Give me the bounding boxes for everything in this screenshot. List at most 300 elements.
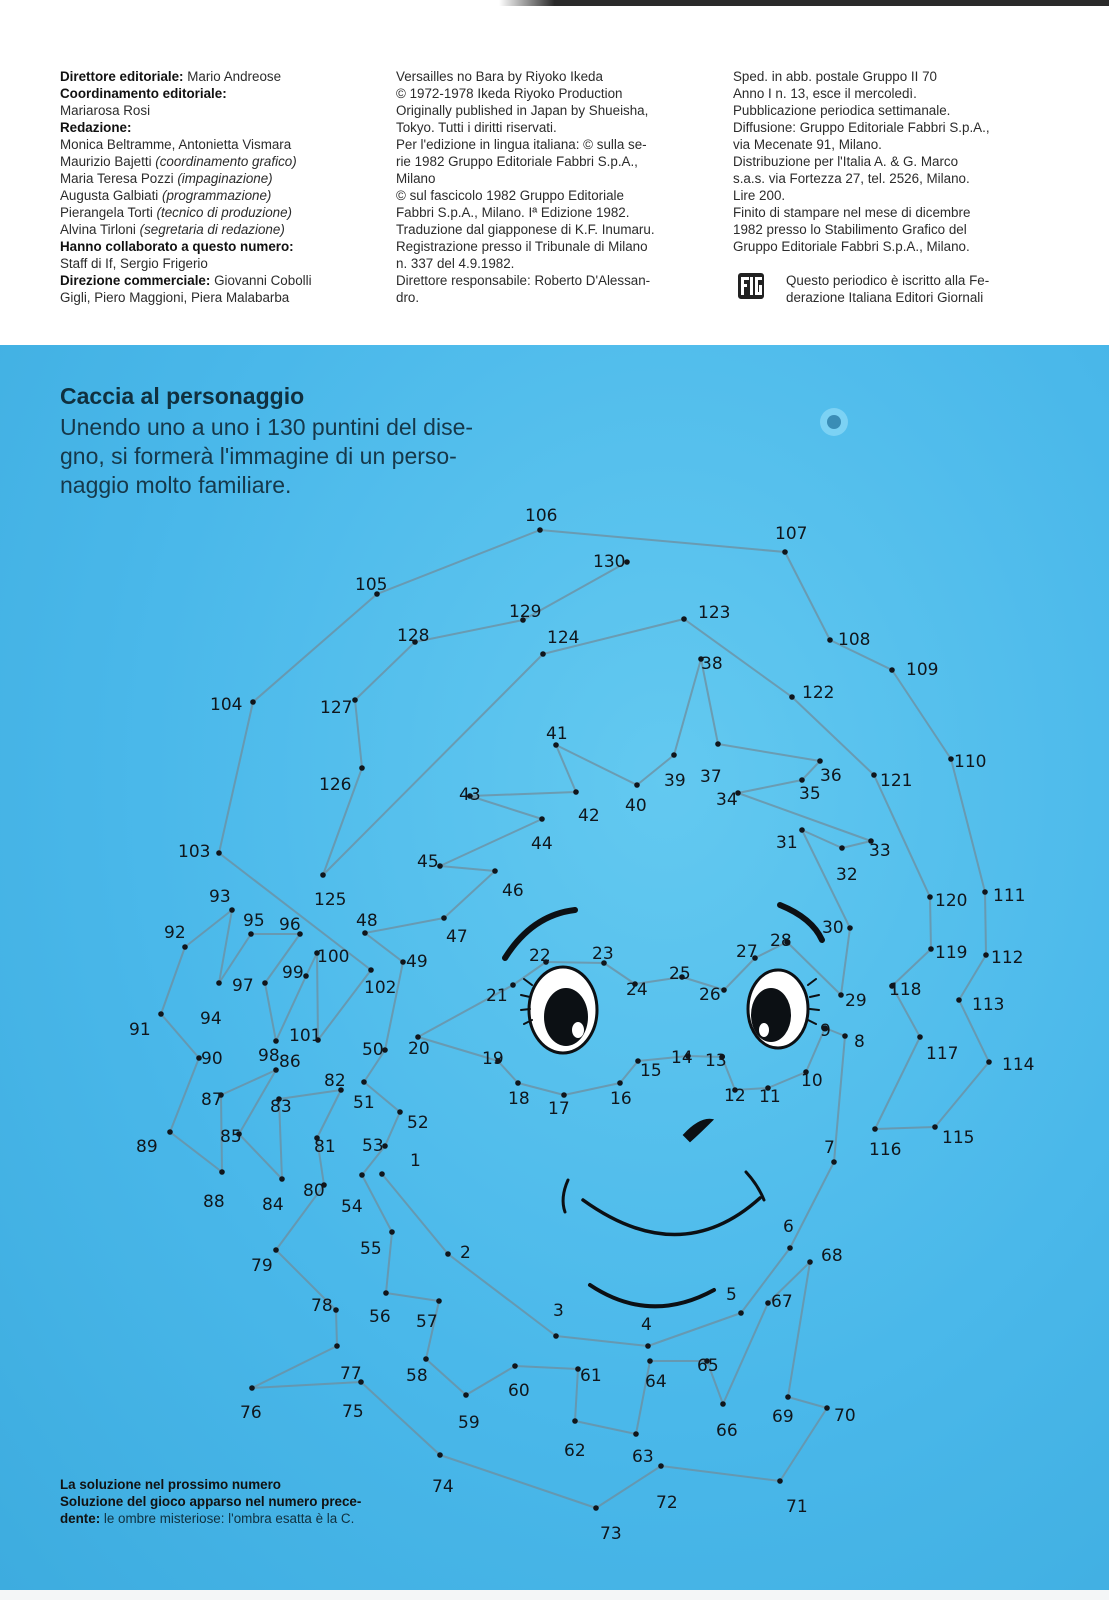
dot-label-71: 71 <box>786 1497 808 1517</box>
pencil-segment <box>170 1132 222 1172</box>
text-run: Alvina Tirloni <box>60 222 140 237</box>
pencil-segment <box>575 1369 578 1421</box>
dot-label-86: 86 <box>279 1052 301 1072</box>
dot-57 <box>436 1298 442 1304</box>
dot-label-80: 80 <box>303 1181 325 1201</box>
dot-55 <box>389 1229 395 1235</box>
pencil-segment <box>252 1346 337 1388</box>
dot-label-113: 113 <box>972 995 1005 1015</box>
dot-99 <box>303 973 309 979</box>
pencil-segment <box>470 796 542 819</box>
pencil-segment <box>470 792 576 796</box>
pencil-segment <box>306 953 317 976</box>
dot-label-105: 105 <box>355 575 388 595</box>
pencil-segment <box>362 1175 392 1232</box>
dot-5 <box>738 1310 744 1316</box>
dot-18 <box>515 1080 521 1086</box>
pencil-segment <box>253 594 377 702</box>
dot-label-21: 21 <box>486 986 508 1006</box>
puzzle-intro-line: gno, si formerà l'immagine di un perso- <box>60 443 457 469</box>
dot-93 <box>229 907 235 913</box>
dot-label-118: 118 <box>889 980 922 1000</box>
dot-label-70: 70 <box>834 1406 856 1426</box>
dot-label-93: 93 <box>209 887 231 907</box>
dot-label-26: 26 <box>699 985 721 1005</box>
text-line <box>60 1510 361 1527</box>
pencil-segment <box>426 1359 466 1395</box>
dot-label-89: 89 <box>136 1137 158 1157</box>
pencil-segment <box>515 1366 578 1369</box>
dot-label-16: 16 <box>610 1089 632 1109</box>
text-run: Augusta Galbiati <box>60 188 162 203</box>
dot-label-34: 34 <box>716 790 738 810</box>
text-run: le ombre misteriose: l'ombra esatta è la C. <box>100 1511 355 1526</box>
dot-label-48: 48 <box>356 911 378 931</box>
dot-102 <box>368 967 374 973</box>
text-run: Mariarosa Rosi <box>60 103 151 118</box>
dot-2 <box>445 1251 451 1257</box>
dot-48 <box>362 930 368 936</box>
dot-label-51: 51 <box>353 1093 375 1113</box>
pencil-segment <box>874 775 930 897</box>
dot-label-46: 46 <box>502 881 524 901</box>
dot-label-42: 42 <box>578 806 600 826</box>
dot-label-62: 62 <box>564 1441 586 1461</box>
dot-label-94: 94 <box>200 1009 222 1029</box>
dot-30 <box>847 925 853 931</box>
dot-107 <box>782 549 788 555</box>
dot-119 <box>928 946 934 952</box>
dot-label-50: 50 <box>362 1040 384 1060</box>
dot-label-95: 95 <box>243 911 265 931</box>
dot-label-14: 14 <box>671 1048 693 1068</box>
dot-label-101: 101 <box>289 1026 322 1046</box>
dot-60 <box>512 1363 518 1369</box>
dot-label-45: 45 <box>417 852 439 872</box>
dot-label-90: 90 <box>201 1049 223 1069</box>
pencil-segment <box>930 897 931 949</box>
dot-95 <box>248 931 254 937</box>
dot-label-100: 100 <box>317 947 350 967</box>
dot-label-20: 20 <box>408 1039 430 1059</box>
dot-label-122: 122 <box>802 683 835 703</box>
dot-label-25: 25 <box>669 964 691 984</box>
dot-label-99: 99 <box>282 963 304 983</box>
pencil-segment <box>802 761 820 780</box>
dot-label-41: 41 <box>546 724 568 744</box>
pencil-segment <box>792 697 874 775</box>
dot-label-112: 112 <box>991 948 1024 968</box>
text-run: s.a.s. via Fortezza 27, tel. 2526, Milano. <box>733 171 970 186</box>
dot-69 <box>785 1394 791 1400</box>
dot-16 <box>617 1080 623 1086</box>
text-run: (impaginazione) <box>177 171 273 186</box>
dot-3 <box>553 1333 559 1339</box>
dot-label-40: 40 <box>625 796 647 816</box>
dot-120 <box>927 894 933 900</box>
text-run: Maria Teresa Pozzi <box>60 171 178 186</box>
dot-label-124: 124 <box>547 628 580 648</box>
text-run: Distribuzione per l'Italia A. & G. Marco <box>733 154 959 169</box>
dot-label-43: 43 <box>459 785 481 805</box>
dot-78 <box>333 1307 339 1313</box>
dot-label-57: 57 <box>416 1312 438 1332</box>
text-run: Milano <box>396 171 436 186</box>
text-run: Mario Andreose <box>187 69 282 84</box>
text-run: Originally published in Japan by Shueisha, <box>396 103 649 118</box>
pencil-segment <box>841 928 850 995</box>
dot-73 <box>593 1505 599 1511</box>
pencil-segment <box>265 983 276 1041</box>
dot-124 <box>540 651 546 657</box>
dot-label-74: 74 <box>432 1477 454 1497</box>
dot-67 <box>765 1300 771 1306</box>
dot-label-104: 104 <box>210 695 243 715</box>
text-run: Finito di stampare nel mese di dicembre <box>733 205 971 220</box>
pencil-segment <box>365 933 403 962</box>
dot-127 <box>352 697 358 703</box>
text-run: Coordinamento editoriale: <box>60 86 227 101</box>
dot-label-109: 109 <box>906 660 939 680</box>
pencil-segment <box>556 1336 648 1346</box>
text-run: Tokyo. Tutti i diritti riservati. <box>396 120 557 135</box>
dot-label-58: 58 <box>406 1366 428 1386</box>
pencil-segment <box>239 1134 282 1179</box>
pencil-segment <box>556 745 576 792</box>
text-run: © 1972-1978 Ikeda Riyoko Production <box>396 86 623 101</box>
dot-label-79: 79 <box>251 1256 273 1276</box>
dot-label-116: 116 <box>869 1140 902 1160</box>
dot-label-110: 110 <box>954 752 987 772</box>
text-line <box>60 1493 361 1510</box>
text-run: n. 337 del 4.9.1982. <box>396 256 515 271</box>
dot-103 <box>216 850 222 856</box>
dot-label-69: 69 <box>772 1407 794 1427</box>
pencil-segment <box>674 659 701 755</box>
dot-label-10: 10 <box>801 1071 823 1091</box>
text-run: Sped. in abb. postale Gruppo II 70 <box>733 69 937 84</box>
dot-label-76: 76 <box>240 1403 262 1423</box>
dot-label-72: 72 <box>656 1493 678 1513</box>
dot-label-66: 66 <box>716 1421 738 1441</box>
pencil-segment <box>170 1058 199 1132</box>
dot-label-115: 115 <box>942 1128 975 1148</box>
left-eye <box>521 967 597 1053</box>
dot-label-11: 11 <box>759 1087 781 1107</box>
text-run: Giovanni Cobolli <box>214 273 312 288</box>
dot-label-8: 8 <box>854 1032 865 1052</box>
dot-66 <box>720 1401 726 1407</box>
dot-68 <box>807 1259 813 1265</box>
dot-label-38: 38 <box>701 654 723 674</box>
dot-39 <box>671 752 677 758</box>
dot-label-60: 60 <box>508 1381 530 1401</box>
dot-label-85: 85 <box>220 1127 242 1147</box>
dot-62 <box>572 1418 578 1424</box>
dot-26 <box>721 987 727 993</box>
nose <box>684 1120 712 1141</box>
dot-label-53: 53 <box>362 1136 384 1156</box>
text-run: Gigli, Piero Maggioni, Piera Malabarba <box>60 290 290 305</box>
dot-76 <box>249 1385 255 1391</box>
dot-92 <box>182 944 188 950</box>
dot-label-29: 29 <box>845 991 867 1011</box>
fieg-note-line: derazione Italiana Editori Giornali <box>786 290 984 305</box>
dot-64 <box>647 1358 653 1364</box>
dot-52 <box>397 1109 403 1115</box>
text-run: Staff di If, Sergio Frigerio <box>60 256 208 271</box>
text-run: (programmazione) <box>161 188 272 203</box>
dot-1 <box>379 1171 385 1177</box>
pencil-segment <box>355 642 415 700</box>
dot-label-24: 24 <box>626 980 648 1000</box>
puzzle-intro-line: naggio molto familiare. <box>60 472 292 498</box>
dot-label-15: 15 <box>640 1061 662 1081</box>
dot-84 <box>279 1176 285 1182</box>
text-run: Traduzione dal giapponese di K.F. Inumaru. <box>396 222 655 237</box>
text-run: Monica Beltramme, Antonietta Vismara <box>60 137 292 152</box>
dot-label-119: 119 <box>935 943 968 963</box>
dot-label-103: 103 <box>178 842 211 862</box>
dot-label-22: 22 <box>529 946 551 966</box>
pencil-segment <box>161 947 185 1014</box>
mouth-lower <box>590 1285 714 1306</box>
dot-label-108: 108 <box>838 630 871 650</box>
dot-label-36: 36 <box>820 766 842 786</box>
dot-44 <box>539 816 545 822</box>
dot-94 <box>216 980 222 986</box>
dot-56 <box>383 1290 389 1296</box>
dot-label-4: 4 <box>641 1315 652 1335</box>
dot-label-123: 123 <box>698 603 731 623</box>
pencil-segment <box>385 1112 400 1146</box>
dot-72 <box>658 1463 664 1469</box>
dot-7 <box>831 1159 837 1165</box>
dot-126 <box>359 765 365 771</box>
text-run: Anno I n. 13, esce il mercoledì. <box>733 86 917 101</box>
pencil-segment <box>985 892 986 955</box>
pencil-segment <box>723 1303 768 1404</box>
dot-112 <box>983 952 989 958</box>
dot-98 <box>273 1038 279 1044</box>
pencil-segment <box>386 1293 439 1301</box>
dot-label-92: 92 <box>164 923 186 943</box>
dot-label-3: 3 <box>553 1301 564 1321</box>
dot-47 <box>441 915 447 921</box>
dot-label-84: 84 <box>262 1195 284 1215</box>
text-run: rie 1982 Gruppo Editoriale Fabbri S.p.A., <box>396 154 638 169</box>
dot-106 <box>537 527 543 533</box>
dot-71 <box>777 1478 783 1484</box>
dot-label-56: 56 <box>369 1307 391 1327</box>
dot-label-117: 117 <box>926 1044 959 1064</box>
pencil-segment <box>386 1232 392 1293</box>
dot-114 <box>986 1059 992 1065</box>
pencil-segment <box>219 702 253 853</box>
text-line <box>60 1476 361 1493</box>
dot-35 <box>799 777 805 783</box>
dot-49 <box>400 959 406 965</box>
dot-58 <box>423 1356 429 1362</box>
pencil-segment <box>556 745 637 785</box>
dot-label-96: 96 <box>279 915 301 935</box>
pencil-segment <box>440 866 495 871</box>
pencil-segment <box>448 1254 556 1336</box>
text-run: (segretaria di redazione) <box>139 222 285 237</box>
dot-label-68: 68 <box>821 1246 843 1266</box>
text-run: Fabbri S.p.A., Milano. Iª Edizione 1982. <box>396 205 630 220</box>
dot-36 <box>817 758 823 764</box>
pencil-segment <box>875 1127 935 1129</box>
dot-label-106: 106 <box>525 506 558 526</box>
dot-label-97: 97 <box>232 976 254 996</box>
dot-label-30: 30 <box>822 918 844 938</box>
dot-label-12: 12 <box>724 1086 746 1106</box>
pencil-segment <box>875 1037 920 1129</box>
dot-label-120: 120 <box>935 891 968 911</box>
dot-label-28: 28 <box>770 931 792 951</box>
dot-label-27: 27 <box>736 942 758 962</box>
text-run: Direttore editoriale: <box>60 69 188 84</box>
dot-37 <box>715 741 721 747</box>
dot-123 <box>681 616 687 622</box>
dot-label-61: 61 <box>580 1366 602 1386</box>
dot-40 <box>634 782 640 788</box>
dot-32 <box>839 845 845 851</box>
dot-79 <box>273 1247 279 1253</box>
pencil-segment <box>738 780 802 793</box>
pencil-segment <box>834 1036 845 1162</box>
dot-label-2: 2 <box>460 1243 471 1263</box>
dot-label-77: 77 <box>340 1364 362 1384</box>
pencil-segment <box>355 700 362 768</box>
dot-46 <box>492 868 498 874</box>
dot-104 <box>250 699 256 705</box>
dot-86 <box>273 1067 279 1073</box>
pencil-segment <box>718 744 820 761</box>
fieg-note-line: Questo periodico è iscritto alla Fe- <box>786 273 990 288</box>
pencil-segment <box>540 530 785 552</box>
dot-label-64: 64 <box>645 1372 667 1392</box>
dot-label-19: 19 <box>482 1049 504 1069</box>
pencil-segment <box>620 1061 638 1083</box>
pencil-segment <box>415 620 523 642</box>
dot-label-65: 65 <box>697 1356 719 1376</box>
dot-label-111: 111 <box>993 886 1026 906</box>
right-eye <box>748 970 819 1048</box>
dot-label-75: 75 <box>342 1402 364 1422</box>
dot-label-129: 129 <box>509 602 542 622</box>
dot-8 <box>842 1033 848 1039</box>
dot-label-31: 31 <box>776 833 798 853</box>
dot-label-126: 126 <box>319 775 352 795</box>
text-run: dente: <box>60 1511 101 1526</box>
pencil-segment <box>788 1397 827 1408</box>
dot-label-91: 91 <box>129 1020 151 1040</box>
text-run: Diffusione: Gruppo Editoriale Fabbri S.p.A., <box>733 120 990 135</box>
dot-117 <box>917 1034 923 1040</box>
pencil-segment <box>317 1090 341 1138</box>
dot-110 <box>948 756 954 762</box>
text-run: Pubblicazione periodica settimanale. <box>733 103 951 118</box>
dot-122 <box>789 694 795 700</box>
dot-label-17: 17 <box>548 1099 570 1119</box>
pencil-segment <box>790 1162 834 1248</box>
dot-label-32: 32 <box>836 865 858 885</box>
dot-label-67: 67 <box>771 1292 793 1312</box>
dot-113 <box>956 997 962 1003</box>
dot-91 <box>158 1011 164 1017</box>
pencil-segment <box>951 759 985 892</box>
pencil-segment <box>661 1466 780 1481</box>
pencil-segment <box>377 530 540 594</box>
dot-label-114: 114 <box>1002 1055 1035 1075</box>
dot-label-98: 98 <box>258 1046 280 1066</box>
dot-label-130: 130 <box>593 552 626 572</box>
dot-label-9: 9 <box>820 1021 831 1041</box>
dot-6 <box>787 1245 793 1251</box>
dot-label-35: 35 <box>799 784 821 804</box>
dot-label-83: 83 <box>270 1097 292 1117</box>
cheek-left <box>563 1180 568 1212</box>
dot-label-81: 81 <box>314 1137 336 1157</box>
pencil-segment <box>161 1014 199 1058</box>
sparkle-mark <box>820 408 848 436</box>
dot-77 <box>334 1343 340 1349</box>
dot-4 <box>645 1343 651 1349</box>
text-run: via Mecenate 91, Milano. <box>733 137 882 152</box>
text-run: Registrazione presso il Tribunale di Milano <box>396 239 648 254</box>
dot-74 <box>437 1452 443 1458</box>
dot-109 <box>889 667 895 673</box>
mouth-upper <box>583 1198 760 1235</box>
pencil-segment <box>385 962 403 1050</box>
pencil-segment <box>724 958 755 990</box>
dot-70 <box>824 1405 830 1411</box>
dot-label-125: 125 <box>314 890 347 910</box>
dot-label-18: 18 <box>508 1089 530 1109</box>
pencil-segment <box>444 871 495 918</box>
dot-88 <box>219 1169 225 1175</box>
dot-63 <box>633 1431 639 1437</box>
pencil-segment <box>575 1421 636 1434</box>
pencil-segment <box>935 1062 989 1127</box>
dot-116 <box>872 1126 878 1132</box>
dot-111 <box>982 889 988 895</box>
dot-121 <box>871 772 877 778</box>
pencil-segment <box>440 819 542 866</box>
dot-label-52: 52 <box>407 1113 429 1133</box>
dot-label-1: 1 <box>410 1151 421 1171</box>
text-run: Gruppo Editoriale Fabbri S.p.A., Milano. <box>733 239 970 254</box>
dot-label-49: 49 <box>406 952 428 972</box>
text-run: dro. <box>396 290 420 305</box>
dot-31 <box>799 827 805 833</box>
dot-label-23: 23 <box>592 944 614 964</box>
dot-label-6: 6 <box>783 1217 794 1237</box>
dot-label-37: 37 <box>700 767 722 787</box>
text-run: La soluzione nel prossimo numero <box>60 1477 281 1492</box>
dot-label-7: 7 <box>824 1138 835 1158</box>
text-run: Pierangela Torti <box>60 205 157 220</box>
text-run: Direzione commerciale: <box>60 273 215 288</box>
dot-label-54: 54 <box>341 1197 363 1217</box>
dot-54 <box>359 1172 365 1178</box>
cheek-right <box>746 1172 764 1200</box>
pencil-segment <box>596 1466 661 1508</box>
text-run: Versailles no Bara by Riyoko Ikeda <box>396 69 603 84</box>
dot-label-59: 59 <box>458 1413 480 1433</box>
